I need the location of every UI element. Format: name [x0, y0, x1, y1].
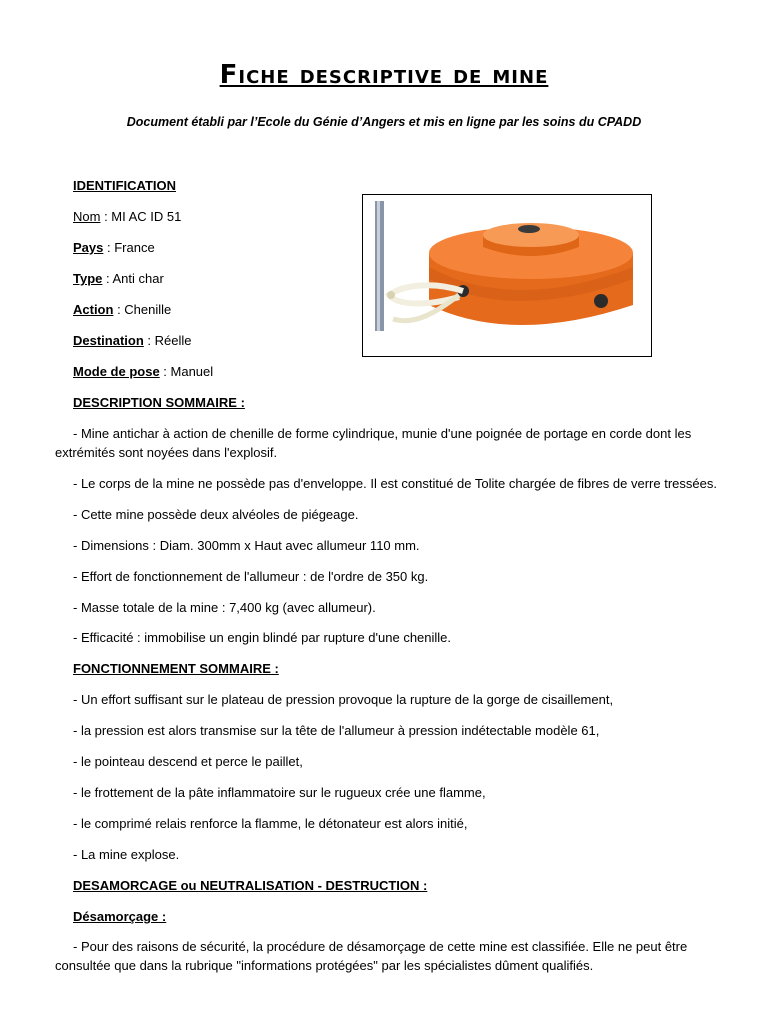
pose-value: : Manuel [159, 364, 214, 379]
fonctionnement-item: - la pression est alors transmise sur la tête de l'allumeur à pression indétectable modèle 61, [73, 723, 600, 738]
mine-photo [362, 194, 652, 357]
fuze-well [518, 225, 540, 233]
pays-label: Pays [73, 240, 104, 255]
description-item: - Cette mine possède deux alvéoles de piégeage. [73, 507, 359, 522]
description-item: - Mine antichar à action de chenille de forme cylindrique, munie d'une poignée de portage en corde dont les [73, 426, 692, 441]
fonctionnement-item: - le pointeau descend et perce le paillet, [73, 754, 303, 769]
nom-label: Nom [73, 209, 101, 224]
nom-row [73, 207, 181, 226]
description-item-continued: extrémités sont noyées dans l'explosif. [55, 445, 278, 460]
rope-knot [387, 291, 395, 299]
description-item: - Dimensions : Diam. 300mm x Haut avec allumeur 110 mm. [73, 538, 420, 553]
description-item: - Effort de fonctionnement de l'allumeur : de l'ordre de 350 kg. [73, 569, 429, 584]
pole-highlight [377, 201, 380, 331]
description-item: - Efficacité : immobilise un engin blindé par rupture d'une chenille. [73, 630, 452, 645]
page-subtitle: Document établi par l’Ecole du Génie d’Angers et mis en ligne par les soins du CPADD [126, 115, 642, 129]
nom-value: : MI AC ID 51 [100, 209, 182, 224]
pose-label: Mode de pose [73, 364, 160, 379]
pays-value: : France [103, 240, 155, 255]
fonctionnement-item: - le frottement de la pâte inflammatoire sur le rugueux crée une flamme, [73, 785, 486, 800]
action-value: : Chenille [113, 302, 172, 317]
type-row [73, 269, 164, 288]
description-item: - Masse totale de la mine : 7,400 kg (avec allumeur). [73, 600, 376, 615]
type-label: Type [73, 271, 103, 286]
destination-row [73, 331, 192, 350]
action-label: Action [73, 302, 114, 317]
fonctionnement-heading: FONCTIONNEMENT SOMMAIRE : [73, 661, 279, 676]
fonctionnement-item: - le comprimé relais renforce la flamme, le détonateur est alors initié, [73, 816, 468, 831]
pose-row [73, 362, 213, 381]
identification-heading: IDENTIFICATION [73, 178, 177, 193]
action-row [73, 300, 171, 319]
type-value: : Anti char [102, 271, 164, 286]
destination-label: Destination [73, 333, 144, 348]
description-item: - Le corps de la mine ne possède pas d'enveloppe. Il est constitué de Tolite chargée de fibres de verre tressées. [73, 476, 717, 491]
fonctionnement-item: - Un effort suffisant sur le plateau de pression provoque la rupture de la gorge de cisaillement, [73, 692, 614, 707]
page-title: Fiche descriptive de mine [219, 60, 549, 90]
desamorcage-item-continued: consultée que dans la rubrique "informations protégées" par les spécialistes dûment qualifiés. [55, 958, 594, 973]
fonctionnement-item: - La mine explose. [73, 847, 180, 862]
pays-row [73, 238, 155, 257]
desamorcage-heading: DESAMORCAGE ou NEUTRALISATION - DESTRUCTION : [73, 878, 428, 893]
description-heading: DESCRIPTION SOMMAIRE : [73, 395, 245, 410]
desamorcage-subheading: Désamorçage : [73, 909, 167, 924]
desamorcage-item: - Pour des raisons de sécurité, la procédure de désamorçage de cette mine est classifiée. Elle ne peut être [73, 939, 688, 954]
trap-alveole-right [594, 294, 608, 308]
destination-value: : Réelle [143, 333, 192, 348]
mine-illustration [363, 195, 651, 356]
